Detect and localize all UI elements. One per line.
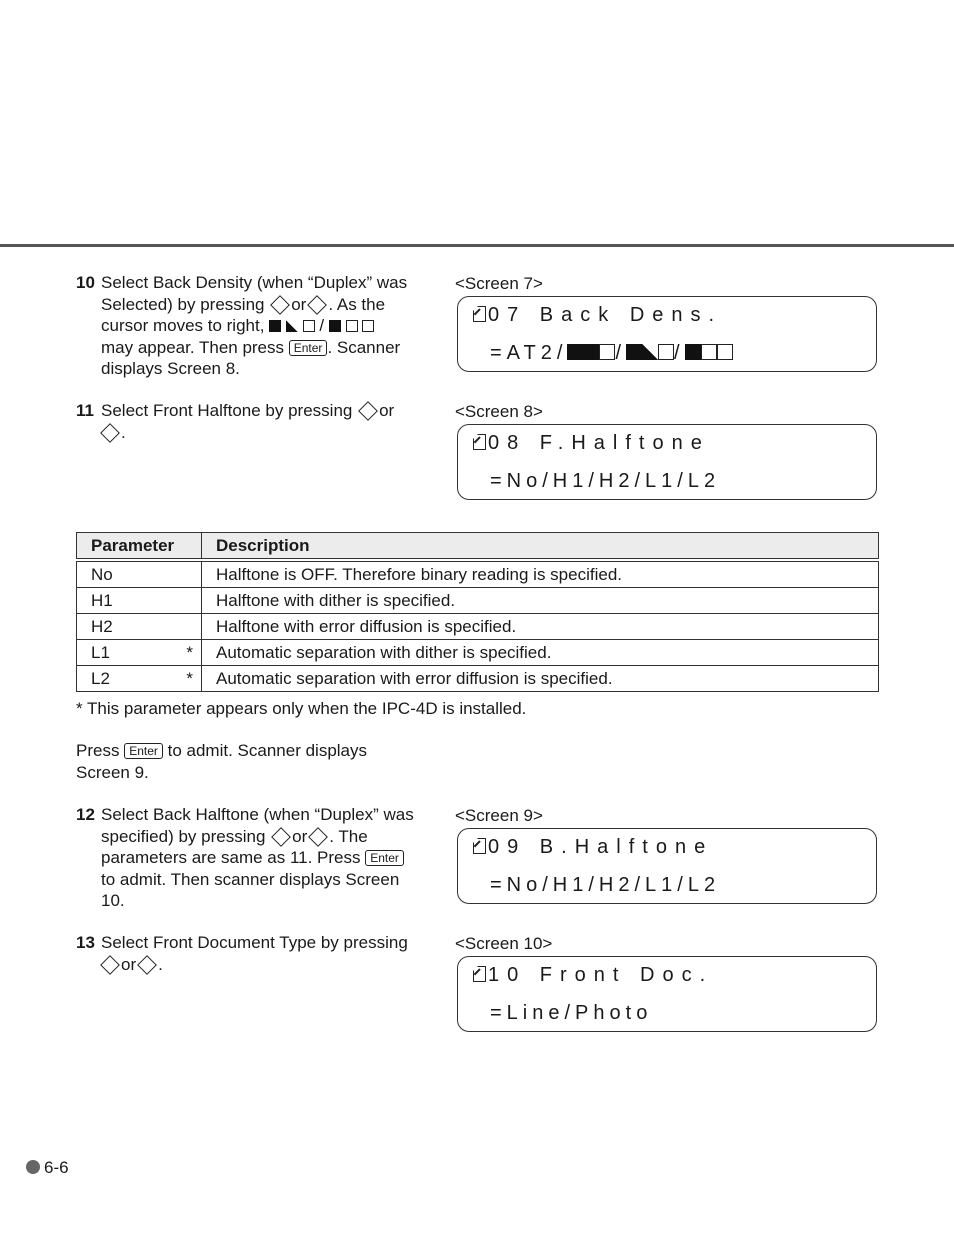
- black-density-icon: [685, 344, 701, 360]
- step-text: to admit. Then scanner displays Screen: [101, 869, 400, 889]
- parameter-cell: H1: [91, 590, 113, 610]
- black-density-icon: [626, 344, 642, 360]
- step-text: parameters are same as 11. Press: [101, 848, 361, 867]
- step-text: cursor moves to right,: [101, 316, 265, 335]
- left-arrow-key-icon: [358, 401, 378, 421]
- screen-9-label: <Screen 9>: [455, 806, 543, 825]
- step-text: or: [292, 826, 308, 846]
- right-arrow-key-icon: [307, 295, 327, 315]
- step-text: displays Screen 8.: [101, 359, 240, 378]
- description-cell: Halftone with dither is specified.: [202, 588, 879, 614]
- lcd-line-1: 07 Back Dens.: [488, 304, 723, 326]
- black-density-icon: [567, 344, 583, 360]
- step-text: may appear. Then press: [101, 337, 285, 357]
- step-text: specified) by pressing: [101, 826, 266, 846]
- half-density-icon: [286, 320, 298, 332]
- lcd-screen-9: [457, 828, 877, 904]
- step-text: or: [379, 401, 395, 420]
- page-number: 6-6: [44, 1158, 69, 1177]
- page-footer: [26, 1158, 69, 1178]
- step-number: 11: [76, 401, 94, 420]
- step-text: 10.: [101, 891, 125, 910]
- footnote-marker: *: [186, 643, 193, 662]
- table-row: [77, 588, 879, 614]
- table-row: [77, 640, 879, 666]
- step-13: [76, 932, 436, 975]
- table-row: [77, 666, 879, 692]
- enter-key-icon: Enter: [124, 743, 163, 759]
- parameter-cell: L1: [91, 642, 110, 662]
- parameter-cell: H2: [91, 616, 113, 636]
- note-text: Screen 9.: [76, 762, 149, 782]
- lcd-line-2: =AT2/: [490, 342, 568, 364]
- white-density-icon: [362, 320, 374, 332]
- parameter-cell: L2: [91, 668, 110, 688]
- step-text: Select Front Halftone by pressing: [101, 401, 353, 420]
- screen-10-label: <Screen 10>: [455, 934, 553, 953]
- right-arrow-key-icon: [137, 955, 157, 975]
- lcd-screen-8: [457, 424, 877, 500]
- left-arrow-key-icon: [271, 827, 291, 847]
- enter-key-icon: Enter: [289, 340, 328, 356]
- white-density-icon: [717, 344, 733, 360]
- document-icon: [473, 434, 486, 450]
- white-density-icon: [346, 320, 358, 332]
- press-note: [76, 740, 367, 783]
- description-cell: Halftone is OFF. Therefore binary reading is specified.: [202, 562, 879, 588]
- white-density-icon: [303, 320, 315, 332]
- description-cell: Automatic separation with dither is specified.: [202, 640, 879, 666]
- document-icon: [473, 306, 486, 322]
- step-text: Selected) by pressing: [101, 294, 265, 314]
- step-text: . The: [329, 826, 368, 846]
- step-text: Select Back Density (when “Duplex” was: [101, 273, 408, 292]
- lcd-line-2: =No/H1/H2/L1/L2: [490, 470, 721, 492]
- step-number: 13: [76, 933, 95, 952]
- left-arrow-key-icon: [270, 295, 290, 315]
- lcd-screen-7: 07 Back Dens. =AT2/ / /: [457, 296, 877, 372]
- white-density-icon: [701, 344, 717, 360]
- step-text: .: [121, 422, 126, 442]
- enter-key-icon: Enter: [365, 850, 404, 866]
- table-header-row: [77, 533, 879, 559]
- column-header: Description: [202, 533, 879, 559]
- screen-8-label: <Screen 8>: [455, 402, 543, 421]
- document-icon: [473, 966, 486, 982]
- table-footnote: * This parameter appears only when the IPC-4D is installed.: [76, 699, 527, 718]
- black-density-icon: [329, 320, 341, 332]
- footnote-marker: *: [186, 669, 193, 688]
- black-density-icon: [583, 344, 599, 360]
- step-10: 10 Select Back Density (when “Duplex” was Selected) by pressing or . As the cursor moves to right, / may appear. Then press Enter . Scanner displays Screen 8.: [76, 273, 408, 378]
- left-arrow-key-icon: [100, 955, 120, 975]
- right-arrow-key-icon: [100, 423, 120, 443]
- lcd-line-1: 08 F.Halftone: [488, 432, 710, 454]
- note-text: to admit. Scanner displays: [167, 741, 368, 760]
- step-number: 10: [76, 273, 95, 292]
- right-arrow-key-icon: [308, 827, 328, 847]
- step-text: Select Front Document Type by pressing: [101, 933, 408, 952]
- step-text: or: [121, 954, 137, 974]
- description-cell: Halftone with error diffusion is specified.: [202, 614, 879, 640]
- note-text: Press: [76, 741, 120, 760]
- halftone-parameter-table: [76, 532, 879, 692]
- step-text: or: [291, 294, 307, 314]
- lcd-line-2: =Line/Photo: [490, 1002, 653, 1024]
- header-rule: [0, 244, 954, 247]
- description-cell: Automatic separation with error diffusion is specified.: [202, 666, 879, 692]
- step-12: [76, 804, 436, 912]
- table-row: [77, 614, 879, 640]
- column-header: Parameter: [77, 533, 202, 559]
- half-density-icon: [642, 344, 658, 360]
- step-11: [76, 400, 436, 443]
- step-text: .: [158, 954, 163, 974]
- step-text: . As the: [328, 294, 386, 314]
- lcd-line-1: 10 Front Doc.: [488, 964, 714, 986]
- screen-7-label: <Screen 7>: [455, 274, 543, 293]
- white-density-icon: [658, 344, 674, 360]
- lcd-line-1: 09 B.Halftone: [488, 836, 714, 858]
- step-text: . Scanner: [327, 337, 401, 357]
- bullet-icon: [26, 1160, 40, 1174]
- table-row: [77, 562, 879, 588]
- white-density-icon: [599, 344, 615, 360]
- document-icon: [473, 838, 486, 854]
- lcd-line-2: =No/H1/H2/L1/L2: [490, 874, 721, 896]
- parameter-cell: No: [91, 564, 113, 584]
- black-density-icon: [269, 320, 281, 332]
- step-text: Select Back Halftone (when “Duplex” was: [101, 805, 414, 824]
- lcd-screen-10: [457, 956, 877, 1032]
- step-number: 12: [76, 805, 95, 824]
